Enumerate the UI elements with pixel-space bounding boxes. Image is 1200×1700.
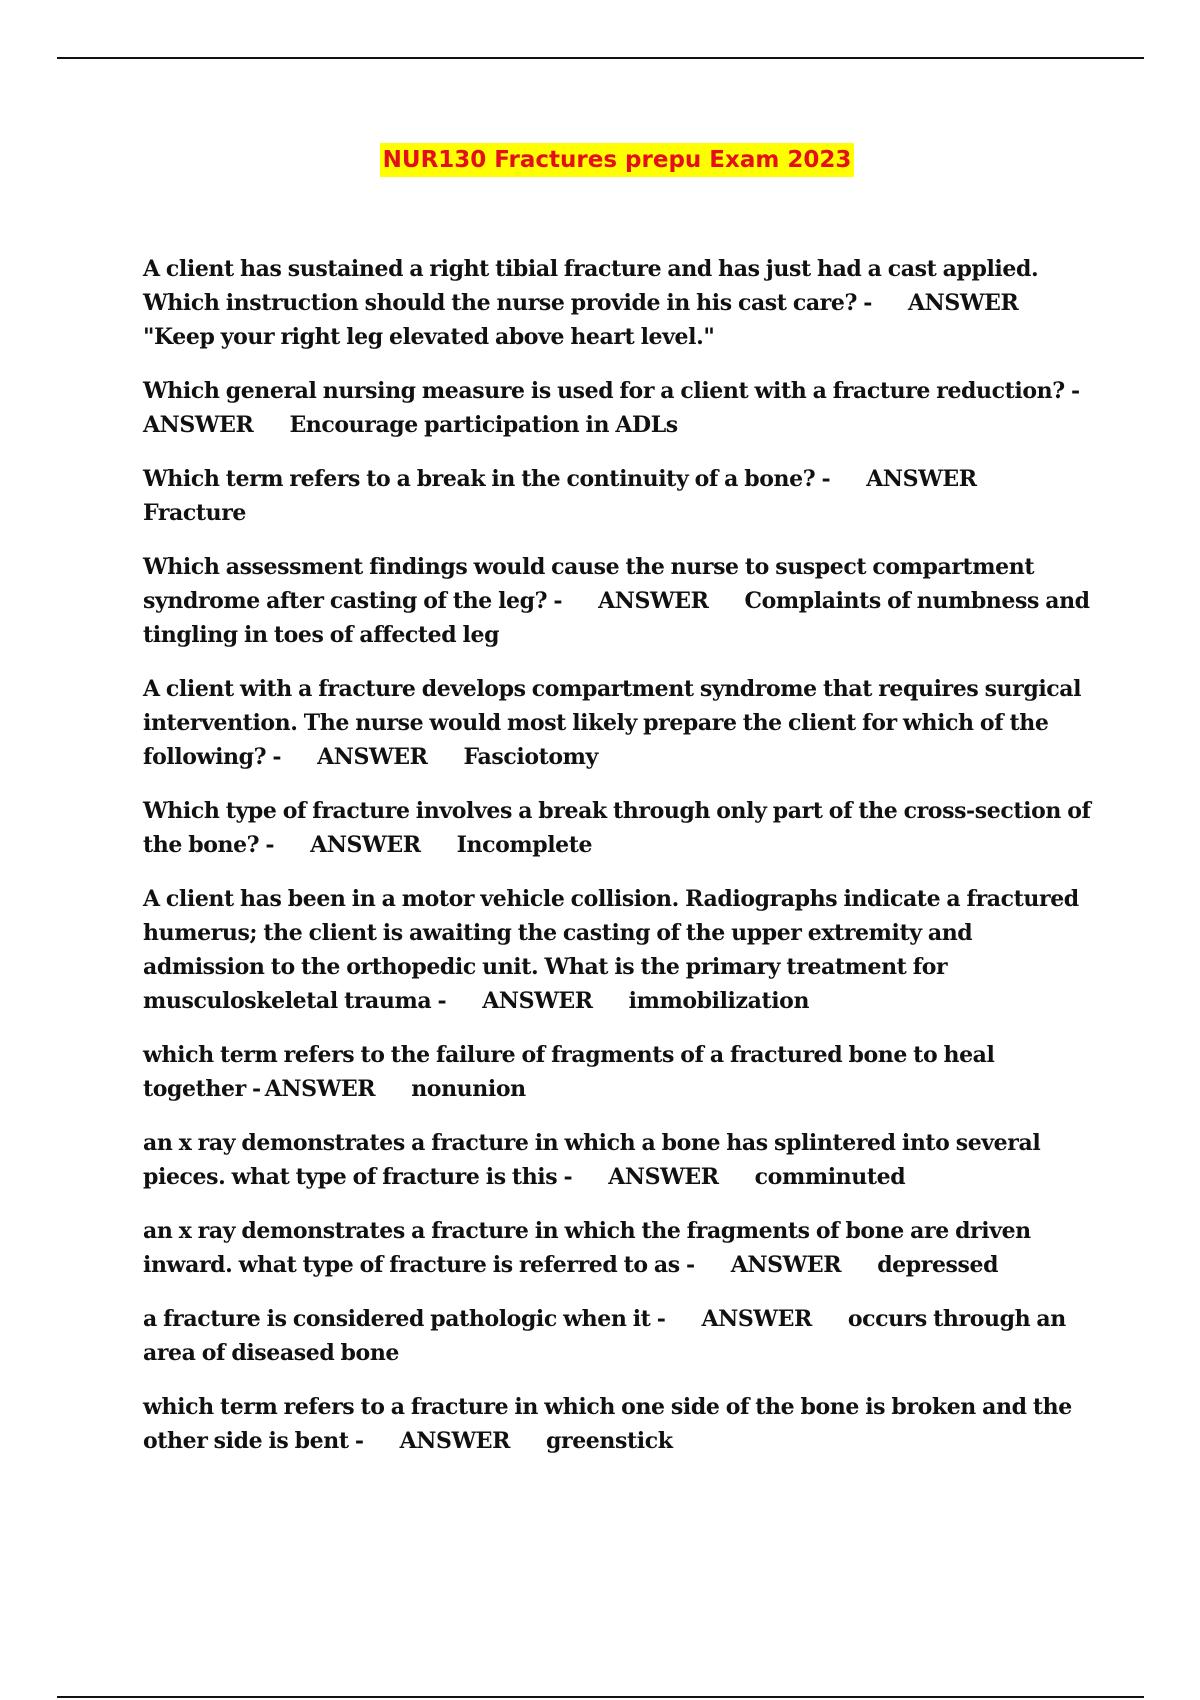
answer-label: ANSWER xyxy=(866,466,977,492)
question-text: A client has been in a motor vehicle collision. Radiographs indicate a fractured humerus; the client is awaiting the casting of the upper extremity and admission to the orthopedic unit. What is the primary treatment for musculoskeletal trauma - xyxy=(143,886,1079,1014)
answer-text: greenstick xyxy=(546,1428,673,1454)
question-text: which term refers to the failure of fragments of a fractured bone to heal together - xyxy=(143,1042,995,1102)
question-text: Which type of fracture involves a break through only part of the cross-section of the bone? - xyxy=(143,798,1091,858)
qa-item xyxy=(143,550,1093,652)
qa-item xyxy=(143,672,1093,774)
answer-text: "Keep your right leg elevated above heart level." xyxy=(143,324,715,350)
answer-label: ANSWER xyxy=(598,588,709,614)
answer-text: nonunion xyxy=(411,1076,526,1102)
qa-item xyxy=(143,794,1093,862)
top-rule xyxy=(57,57,1144,59)
answer-label: ANSWER xyxy=(701,1306,812,1332)
answer-text: immobilization xyxy=(628,988,810,1014)
answer-text: Encourage participation in ADLs xyxy=(289,412,678,438)
qa-list xyxy=(143,252,1093,1478)
question-text: A client has sustained a right tibial fracture and has just had a cast applied. Which instruction should the nurse provide in his cast care? - xyxy=(143,256,1039,316)
answer-label: ANSWER xyxy=(608,1164,719,1190)
answer-text: occurs through an area of diseased bone xyxy=(143,1306,1066,1366)
qa-item xyxy=(143,462,1093,530)
question-text: Which assessment findings would cause the nurse to suspect compartment syndrome after casting of the leg? - xyxy=(143,554,1035,614)
question-text: an x ray demonstrates a fracture in which the fragments of bone are driven inward. what type of fracture is referred to as - xyxy=(143,1218,1031,1278)
qa-item xyxy=(143,1302,1093,1370)
answer-label: ANSWER xyxy=(399,1428,511,1454)
answer-label: ANSWER xyxy=(730,1252,842,1278)
qa-item xyxy=(143,1390,1093,1458)
question-text: Which general nursing measure is used for a client with a fracture reduction? - xyxy=(143,378,1080,404)
answer-label: ANSWER xyxy=(264,1076,376,1102)
answer-label: ANSWER xyxy=(317,744,428,770)
question-text: which term refers to a fracture in which one side of the bone is broken and the other side is bent - xyxy=(143,1394,1072,1454)
answer-text: comminuted xyxy=(754,1164,906,1190)
title-container xyxy=(0,143,1200,177)
answer-label: ANSWER xyxy=(310,832,421,858)
qa-item xyxy=(143,374,1093,442)
answer-label: ANSWER xyxy=(907,290,1019,316)
qa-item xyxy=(143,1126,1093,1194)
document-title: NUR130 Fractures prepu Exam 2023 xyxy=(380,143,855,177)
answer-text: Fasciotomy xyxy=(463,744,598,770)
question-text: A client with a fracture develops compartment syndrome that requires surgical intervention. The nurse would most likely prepare the client for which of the following? - xyxy=(143,676,1082,770)
answer-text: depressed xyxy=(877,1252,999,1278)
answer-text: Complaints of numbness and tingling in toes of affected leg xyxy=(143,588,1090,648)
bottom-rule xyxy=(57,1696,1144,1698)
qa-item xyxy=(143,882,1093,1018)
qa-item xyxy=(143,252,1093,354)
answer-label: ANSWER xyxy=(143,412,254,438)
qa-item xyxy=(143,1038,1093,1106)
question-text: a fracture is considered pathologic when it - xyxy=(143,1306,666,1332)
answer-label: ANSWER xyxy=(482,988,593,1014)
question-text: Which term refers to a break in the continuity of a bone? - xyxy=(143,466,831,492)
question-text: an x ray demonstrates a fracture in which a bone has splintered into several pieces. what type of fracture is this - xyxy=(143,1130,1041,1190)
qa-item xyxy=(143,1214,1093,1282)
answer-text: Incomplete xyxy=(456,832,593,858)
answer-text: Fracture xyxy=(143,500,247,526)
